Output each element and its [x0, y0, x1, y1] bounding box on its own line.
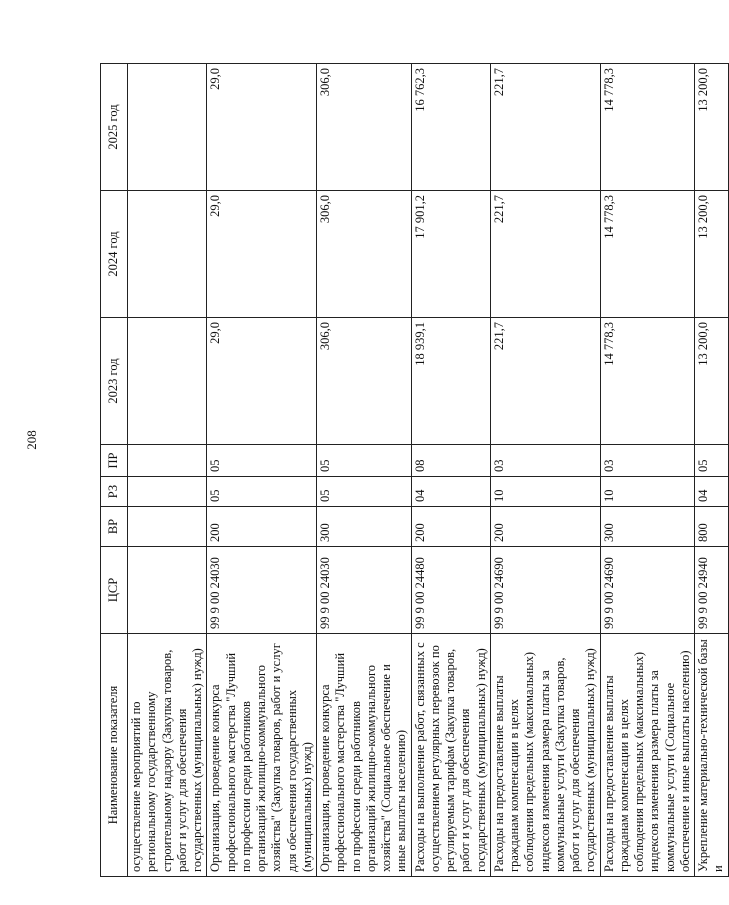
row-csr: 99 9 00 24030 — [207, 547, 317, 634]
row-name: Укрепление материально-технической базы и — [695, 634, 729, 877]
row-2023: 18 939,1 — [411, 318, 490, 445]
budget-table — [100, 63, 729, 877]
row-vr: 300 — [600, 507, 695, 547]
page-number: 208 — [24, 430, 39, 450]
table-row — [317, 64, 412, 877]
row-2024: 306,0 — [317, 191, 412, 318]
row-rz: 05 — [207, 477, 317, 507]
row-name: Расходы на предоставление выплаты гражданам компенсации в целях соблюдения предельных (максимальных) индексов изменения размера платы за коммунальные услуги (Социальное обеспечение и иные выплаты населению) — [600, 634, 695, 877]
row-rz: 05 — [317, 477, 412, 507]
row-rz: 10 — [600, 477, 695, 507]
row-rz: 10 — [490, 477, 600, 507]
row-csr — [128, 547, 207, 634]
row-name: Организация, проведение конкурса профессионального мастерства "Лучший по профессии среди работников организаций жилищно-коммунального хозяйства" (Закупка товаров, работ и услуг для обеспечения государственных (муниципальных) нужд) — [207, 634, 317, 877]
row-2024: 14 778,3 — [600, 191, 695, 318]
row-csr: 99 9 00 24480 — [411, 547, 490, 634]
row-2024: 29,0 — [207, 191, 317, 318]
row-2023: 29,0 — [207, 318, 317, 445]
header-vr: ВР — [101, 507, 128, 547]
row-2023: 221,7 — [490, 318, 600, 445]
row-vr: 300 — [317, 507, 412, 547]
row-2024 — [128, 191, 207, 318]
row-2025: 29,0 — [207, 64, 317, 191]
header-name: Наименование показателя — [101, 634, 128, 877]
table-row — [695, 64, 729, 877]
table-row — [411, 64, 490, 877]
header-2024: 2024 год — [101, 191, 128, 318]
row-rz: 04 — [695, 477, 729, 507]
row-2024: 17 901,2 — [411, 191, 490, 318]
row-vr: 200 — [411, 507, 490, 547]
row-name: Расходы на выполнение работ, связанных с осуществлением регулярных перевозок по регулируемым тарифам (Закупка товаров, работ и услуг для обеспечения государственных (муниципальных) нужд) — [411, 634, 490, 877]
row-2025: 306,0 — [317, 64, 412, 191]
row-name: Организация, проведение конкурса профессионального мастерства "Лучший по профессии среди работников организаций жилищно-коммунального хозяйства" (Социальное обеспечение и иные выплаты населению) — [317, 634, 412, 877]
table-row — [207, 64, 317, 877]
header-2023: 2023 год — [101, 318, 128, 445]
row-pr: 03 — [600, 445, 695, 477]
header-pr: ПР — [101, 445, 128, 477]
header-2025: 2025 год — [101, 64, 128, 191]
table-header-row — [101, 64, 128, 877]
table-row — [490, 64, 600, 877]
row-csr: 99 9 00 24940 — [695, 547, 729, 634]
row-name: Расходы на предоставление выплаты гражданам компенсации в целях соблюдения предельных (максимальных) индексов изменения размера платы за коммунальные услуги (Закупка товаров, работ и услуг для обеспечения государственных (муниципальных) нужд) — [490, 634, 600, 877]
row-2023 — [128, 318, 207, 445]
row-2024: 221,7 — [490, 191, 600, 318]
row-pr: 03 — [490, 445, 600, 477]
row-rz — [128, 477, 207, 507]
row-2024: 13 200,0 — [695, 191, 729, 318]
row-vr: 200 — [490, 507, 600, 547]
row-name: осуществление мероприятий по региональному государственному строительному надзору (Закупка товаров, работ и услуг для обеспечения государственных (муниципальных) нужд) — [128, 634, 207, 877]
row-pr: 05 — [317, 445, 412, 477]
row-2025: 16 762,3 — [411, 64, 490, 191]
row-2025: 13 200,0 — [695, 64, 729, 191]
row-csr: 99 9 00 24690 — [490, 547, 600, 634]
row-pr: 05 — [695, 445, 729, 477]
row-2025: 221,7 — [490, 64, 600, 191]
header-rz: РЗ — [101, 477, 128, 507]
budget-table-container — [100, 64, 726, 877]
row-pr: 08 — [411, 445, 490, 477]
row-rz: 04 — [411, 477, 490, 507]
row-csr: 99 9 00 24030 — [317, 547, 412, 634]
header-csr: ЦСР — [101, 547, 128, 634]
row-2025: 14 778,3 — [600, 64, 695, 191]
row-csr: 99 9 00 24690 — [600, 547, 695, 634]
row-2023: 14 778,3 — [600, 318, 695, 445]
row-2023: 306,0 — [317, 318, 412, 445]
row-2023: 13 200,0 — [695, 318, 729, 445]
row-vr: 200 — [207, 507, 317, 547]
row-pr — [128, 445, 207, 477]
table-row — [600, 64, 695, 877]
row-2025 — [128, 64, 207, 191]
row-pr: 05 — [207, 445, 317, 477]
row-vr: 800 — [695, 507, 729, 547]
table-row — [128, 64, 207, 877]
row-vr — [128, 507, 207, 547]
